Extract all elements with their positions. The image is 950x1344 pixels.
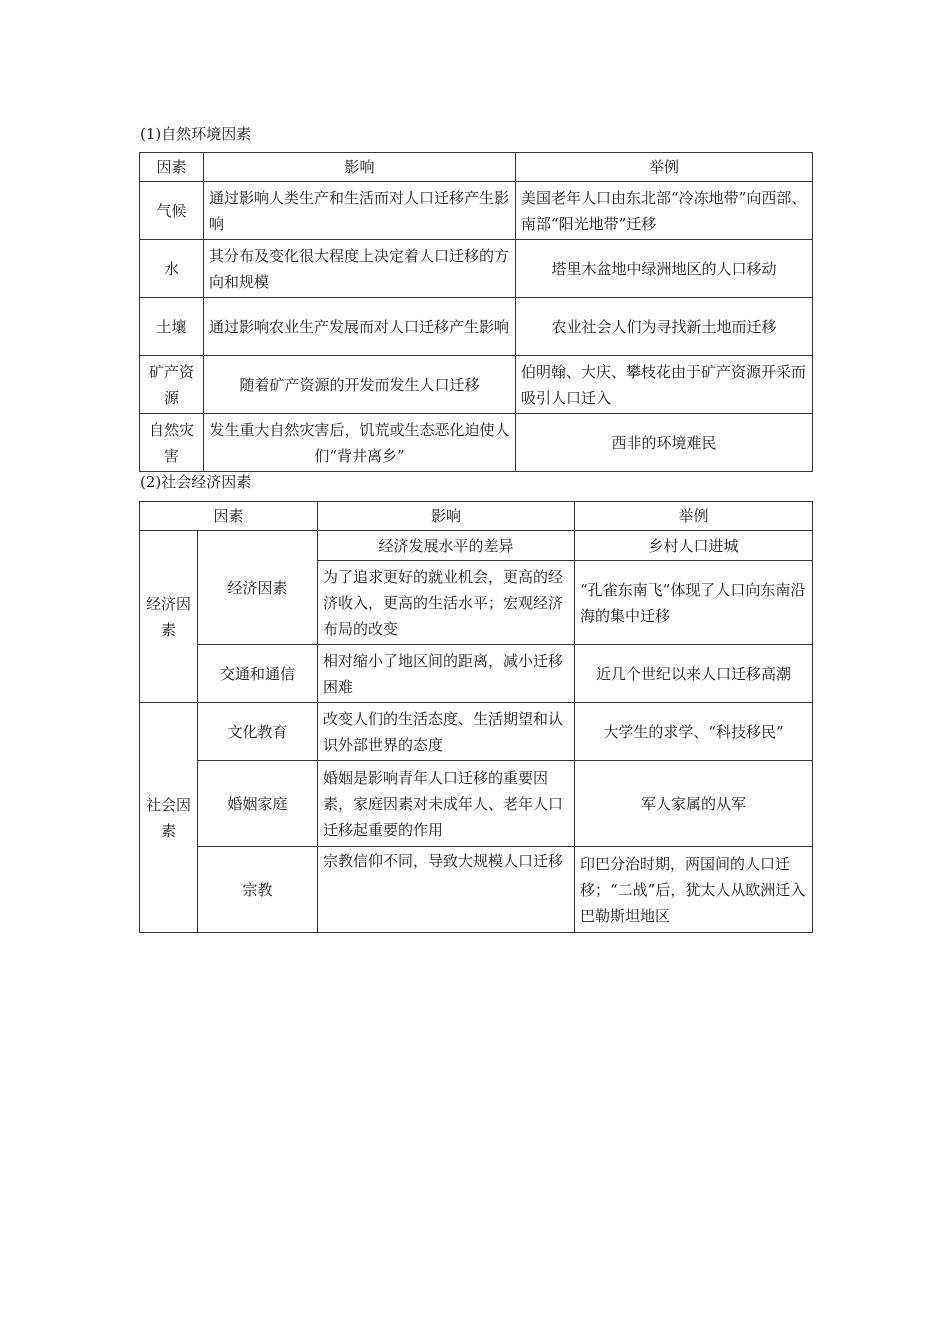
example-cell: 农业社会人们为寻找新土地而迁移 — [516, 298, 813, 356]
header-example: 举例 — [516, 153, 813, 182]
table-row — [140, 703, 813, 761]
table-header-row — [140, 153, 813, 182]
header-influence: 影响 — [204, 153, 516, 182]
factor-cell: 自然灾害 — [140, 414, 204, 472]
example-cell: 军人家属的从军 — [575, 761, 813, 847]
influence-cell: 相对缩小了地区间的距离，减小迁移困难 — [318, 645, 575, 703]
table-row — [140, 182, 813, 240]
subfactor-cell: 婚姻家庭 — [198, 761, 318, 847]
influence-cell: 通过影响人类生产和生活而对人口迁移产生影响 — [204, 182, 516, 240]
section1-heading: (1)自然环境因素 — [140, 125, 252, 143]
socioeconomic-factors-table — [139, 501, 813, 933]
example-cell: 美国老年人口由东北部“冷冻地带”向西部、南部“阳光地带”迁移 — [516, 182, 813, 240]
influence-cell: 宗教信仰不同，导致大规模人口迁移 — [318, 847, 575, 933]
subfactor-cell: 文化教育 — [198, 703, 318, 761]
header-example: 举例 — [575, 502, 813, 531]
influence-cell: 经济发展水平的差异 — [318, 531, 575, 561]
table-row — [140, 847, 813, 933]
table-row — [140, 645, 813, 703]
header-factor: 因素 — [140, 502, 318, 531]
subfactor-cell: 交通和通信 — [198, 645, 318, 703]
example-cell: 塔里木盆地中绿洲地区的人口移动 — [516, 240, 813, 298]
table-header-row — [140, 502, 813, 531]
influence-cell: 为了追求更好的就业机会，更高的经济收入，更高的生活水平；宏观经济布局的改变 — [318, 561, 575, 645]
example-cell: 伯明翰、大庆、攀枝花由于矿产资源开采而吸引人口迁入 — [516, 356, 813, 414]
group-economic-cell: 经济因素 — [140, 531, 198, 703]
influence-cell: 其分布及变化很大程度上决定着人口迁移的方向和规模 — [204, 240, 516, 298]
subfactor-cell: 宗教 — [198, 847, 318, 933]
factor-cell: 气候 — [140, 182, 204, 240]
factor-cell: 水 — [140, 240, 204, 298]
section2-heading: (2)社会经济因素 — [140, 473, 252, 491]
factor-cell: 矿产资源 — [140, 356, 204, 414]
example-cell: 近几个世纪以来人口迁移高潮 — [575, 645, 813, 703]
influence-cell: 随着矿产资源的开发而发生人口迁移 — [204, 356, 516, 414]
table-row — [140, 531, 813, 561]
example-cell: 西非的环境难民 — [516, 414, 813, 472]
factor-cell: 土壤 — [140, 298, 204, 356]
group-social-cell: 社会因素 — [140, 703, 198, 933]
table-row — [140, 356, 813, 414]
example-cell: 大学生的求学、“科技移民” — [575, 703, 813, 761]
table-row — [140, 414, 813, 472]
influence-cell: 改变人们的生活态度、生活期望和认识外部世界的态度 — [318, 703, 575, 761]
natural-factors-table — [139, 152, 813, 472]
example-cell: “孔雀东南飞”体现了人口向东南沿海的集中迁移 — [575, 561, 813, 645]
example-cell: 印巴分治时期，两国间的人口迁移；“二战”后，犹太人从欧洲迁入巴勒斯坦地区 — [575, 847, 813, 933]
header-influence: 影响 — [318, 502, 575, 531]
influence-cell: 通过影响农业生产发展而对人口迁移产生影响 — [204, 298, 516, 356]
table-row — [140, 761, 813, 847]
table-row — [140, 240, 813, 298]
example-cell: 乡村人口进城 — [575, 531, 813, 561]
subfactor-cell: 经济因素 — [198, 531, 318, 645]
header-factor: 因素 — [140, 153, 204, 182]
influence-cell: 发生重大自然灾害后，饥荒或生态恶化迫使人们“背井离乡” — [204, 414, 516, 472]
table-row — [140, 298, 813, 356]
influence-cell: 婚姻是影响青年人口迁移的重要因素，家庭因素对未成年人、老年人口迁移起重要的作用 — [318, 761, 575, 847]
